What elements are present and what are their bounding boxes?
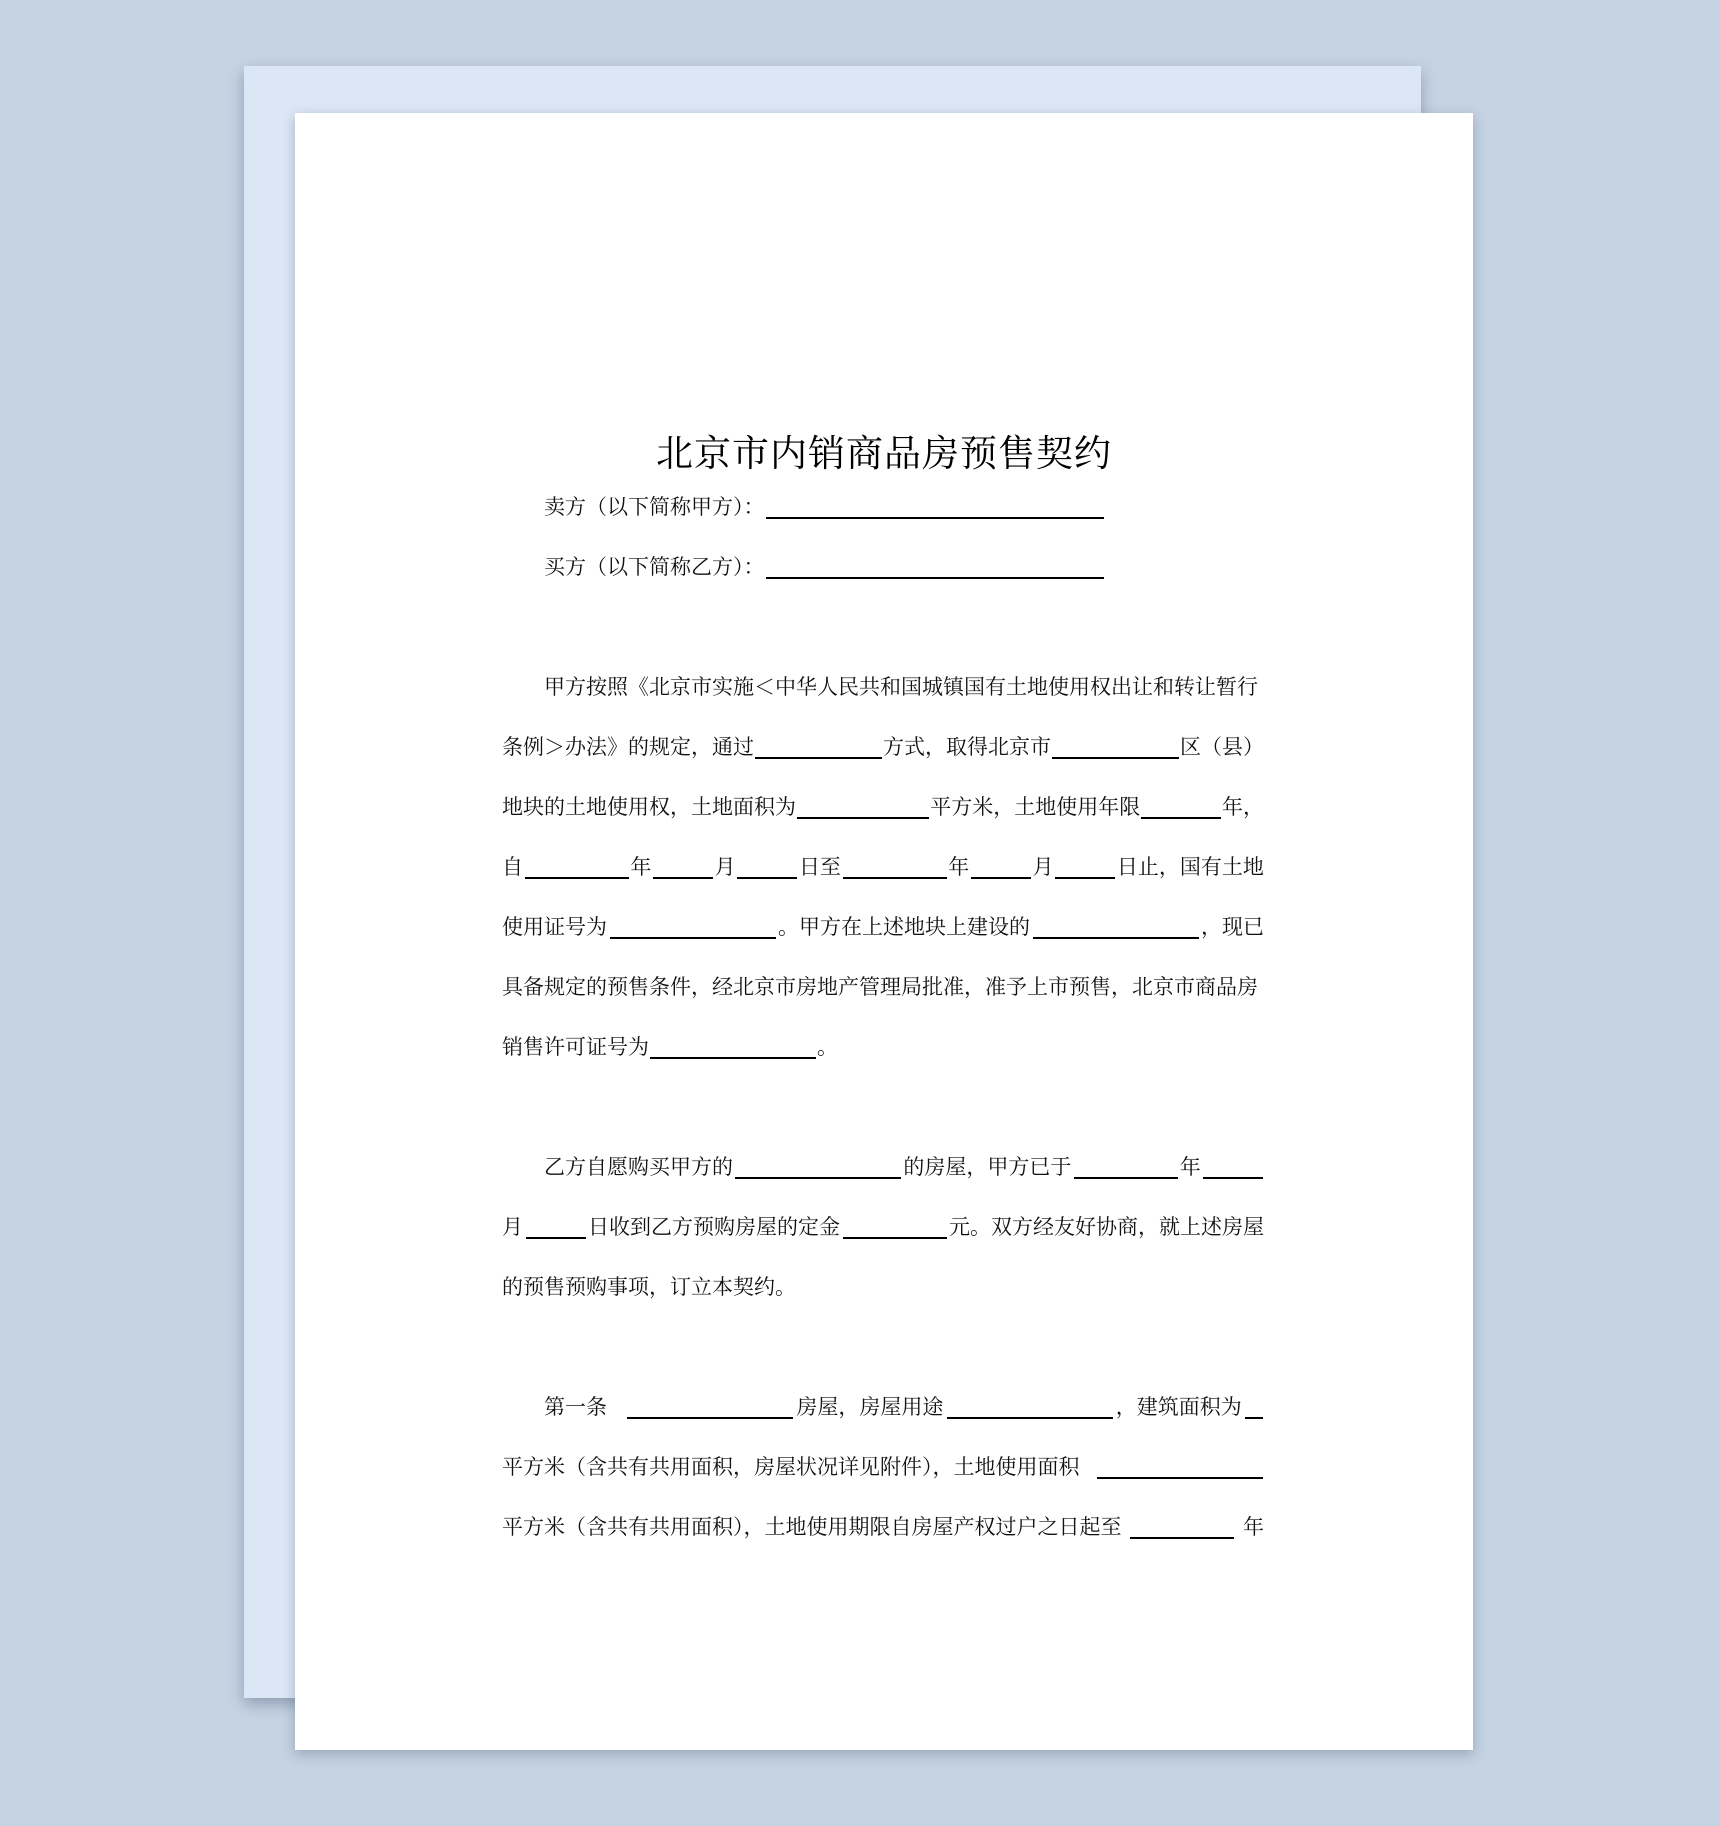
article-1-text: 房屋，房屋用途 bbox=[796, 1395, 944, 1419]
article-1-label: 第一条 bbox=[544, 1395, 607, 1419]
land-term-blank[interactable] bbox=[1141, 795, 1221, 819]
p1-text: 具备规定的预售条件，经北京市房地产管理局批准，准予上市预售，北京市商品房 bbox=[502, 975, 1258, 999]
p2-text: 的预售预购事项，订立本契约。 bbox=[502, 1275, 796, 1299]
p1-text: 甲方按照《北京市实施＜中华人民共和国城镇国有土地使用权出让和转让暂行 bbox=[544, 675, 1258, 699]
p1-line-1 bbox=[502, 672, 1264, 702]
p1-text: 销售许可证号为 bbox=[502, 1035, 649, 1059]
p1-text: 月 bbox=[714, 855, 736, 879]
p1-text: ，现已 bbox=[1201, 915, 1264, 939]
p2-line-3 bbox=[502, 1272, 1264, 1302]
buyer-label: 买方（以下简称乙方）： bbox=[544, 555, 765, 579]
deposit-day-blank[interactable] bbox=[526, 1215, 586, 1239]
p1-text: 年 bbox=[630, 855, 652, 879]
article-1-line-2 bbox=[502, 1452, 1264, 1482]
p1-text: 年， bbox=[1222, 795, 1264, 819]
land-area-blank[interactable] bbox=[797, 795, 929, 819]
end-month-blank[interactable] bbox=[971, 855, 1031, 879]
article-1-text: 平方米（含共有共用面积，房屋状况详见附件），土地使用面积 bbox=[502, 1455, 1080, 1479]
p1-text: 使用证号为 bbox=[502, 915, 607, 939]
p1-line-7 bbox=[502, 1032, 1264, 1062]
p1-text: 。甲方在上述地块上建设的 bbox=[778, 915, 1030, 939]
land-use-area-blank[interactable] bbox=[1097, 1455, 1263, 1479]
p2-line-2 bbox=[502, 1212, 1264, 1242]
p2-text: 月 bbox=[502, 1215, 523, 1239]
p1-text: 日至 bbox=[798, 855, 841, 879]
house-use-blank[interactable] bbox=[947, 1395, 1113, 1419]
p2-text: 年 bbox=[1179, 1155, 1201, 1179]
p1-text: 区（县） bbox=[1180, 735, 1264, 759]
method-blank[interactable] bbox=[755, 735, 882, 759]
deposit-year-blank[interactable] bbox=[1074, 1155, 1178, 1179]
district-blank[interactable] bbox=[1052, 735, 1179, 759]
p1-text: 地块的土地使用权，土地面积为 bbox=[502, 795, 796, 819]
p2-text: 乙方自愿购买甲方的 bbox=[544, 1155, 733, 1179]
p1-text: 平方米，土地使用年限 bbox=[930, 795, 1141, 819]
p1-text: 日止，国有土地 bbox=[1116, 855, 1264, 879]
start-month-blank[interactable] bbox=[653, 855, 713, 879]
p2-text: 元。双方经友好协商，就上述房屋 bbox=[949, 1215, 1264, 1239]
article-1-text: ，建筑面积为 bbox=[1115, 1395, 1242, 1419]
sales-permit-blank[interactable] bbox=[650, 1035, 816, 1059]
p1-text: 年 bbox=[948, 855, 970, 879]
house-location-blank[interactable] bbox=[627, 1395, 793, 1419]
buyer-line bbox=[502, 552, 1264, 582]
p1-line-3 bbox=[502, 792, 1264, 822]
end-day-blank[interactable] bbox=[1055, 855, 1115, 879]
end-year-blank[interactable] bbox=[843, 855, 947, 879]
document-title: 北京市内销商品房预售契约 bbox=[656, 432, 1112, 475]
article-1-line-3 bbox=[502, 1512, 1264, 1542]
seller-blank[interactable] bbox=[766, 495, 1104, 519]
p2-line-1 bbox=[502, 1152, 1264, 1182]
article-1-text: 平方米（含共有共用面积），土地使用期限自房屋产权过户之日起至 bbox=[502, 1515, 1122, 1539]
p1-line-6 bbox=[502, 972, 1264, 1002]
p1-line-4 bbox=[502, 852, 1264, 882]
p2-text: 日收到乙方预购房屋的定金 bbox=[588, 1215, 840, 1239]
seller-line bbox=[502, 492, 1264, 522]
p1-line-5 bbox=[502, 912, 1264, 942]
document-page bbox=[295, 113, 1473, 1750]
start-year-blank[interactable] bbox=[525, 855, 629, 879]
buyer-blank[interactable] bbox=[766, 555, 1104, 579]
building-area-blank[interactable] bbox=[1245, 1395, 1263, 1419]
deposit-amount-blank[interactable] bbox=[843, 1215, 947, 1239]
deposit-month-blank-a[interactable] bbox=[1203, 1155, 1263, 1179]
p2-text: 的房屋，甲方已于 bbox=[903, 1155, 1072, 1179]
p1-line-2 bbox=[502, 732, 1264, 762]
house-blank[interactable] bbox=[735, 1155, 901, 1179]
article-1-text: 年 bbox=[1243, 1515, 1264, 1539]
land-term-end-blank[interactable] bbox=[1130, 1515, 1234, 1539]
p1-text: 方式，取得北京市 bbox=[883, 735, 1051, 759]
p1-text: 。 bbox=[817, 1035, 838, 1059]
p1-text: 自 bbox=[502, 855, 523, 879]
p1-text: 条例＞办法》的规定，通过 bbox=[502, 735, 754, 759]
article-1-line-1 bbox=[502, 1392, 1264, 1422]
p1-text: 月 bbox=[1032, 855, 1054, 879]
seller-label: 卖方（以下简称甲方）： bbox=[544, 495, 765, 519]
project-blank[interactable] bbox=[1033, 915, 1199, 939]
start-day-blank[interactable] bbox=[737, 855, 797, 879]
land-cert-blank[interactable] bbox=[610, 915, 776, 939]
